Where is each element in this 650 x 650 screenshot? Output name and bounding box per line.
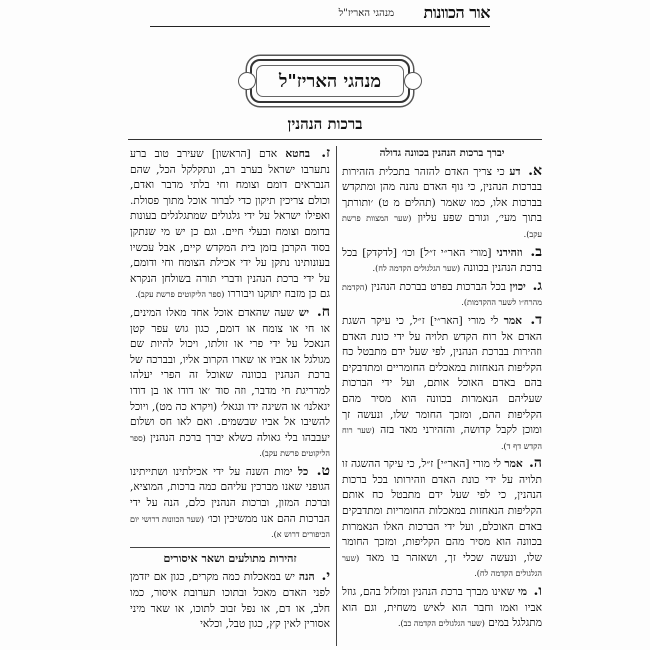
paragraph-letter: ז. — [321, 145, 331, 161]
column-heading: יברך ברכות הנהנין בכוונה גדולה — [379, 147, 505, 159]
paragraph-source: (שער הגלגולים הקדמה לח). — [372, 264, 461, 274]
paragraph-text: אדם [הראשון] שעירב טוב ברע נתערבו ישראל בערב רב, ונתקלקל הכל, שהם הנבראים דומם וצומח וחי בלתי מדבר ואדם, וכולם צריכין תיקון כדי לברור אוכל מתוך פסולת. ואפילו ישראל על ידי גלגולים שמתגלגלים בעונות בדומם וצומח ובעלי חיים. וגם כן יש מי שנתקן בסוד הקרבן בזמן בית המקדש קיים, אבל עכשיו בעונותינו נתקן על ידי אכילת הצומח וחי ודומם, על ידי ברכת הנהנין ודברי תורה בשולחן הנקרא גם כן מזבח יתוקנו ויבוררו — [130, 148, 330, 301]
paragraph — [342, 456, 542, 582]
left-column — [130, 146, 330, 635]
paragraph-text: שאינו מברך ברכת הנהנין ומזלזל בהם, גוזל אביו ואמו וחבר הוא לאיש משחית, וגם הוא מתגלגל במים — [342, 586, 542, 630]
paragraph-lead: דע — [509, 165, 521, 178]
paragraph-lead: יש — [298, 306, 310, 319]
paragraph-source: (שער הגלגולים הקדמה לח). — [342, 553, 542, 579]
paragraph-lead: בחטא — [285, 148, 310, 160]
paragraph-lead: יכוין — [509, 280, 526, 293]
paragraph-letter: ד. — [530, 311, 542, 328]
paragraph-source: (ספר הליקוטים פרשת עקב). — [135, 290, 225, 300]
paragraph-source: (שער הכוונות דרושי יום הכיפורים דרוש א). — [130, 514, 330, 540]
ornament-right-icon — [404, 72, 422, 90]
paragraph — [130, 146, 330, 303]
top-rule — [128, 139, 542, 140]
paragraph-lead: אמר — [504, 458, 523, 471]
paragraph-source: (שער הגלגולים הקדמה כב). — [397, 619, 485, 629]
paragraph-letter: י. — [321, 568, 331, 585]
running-header — [150, 3, 490, 27]
paragraph-text: שעה שהאדם אוכל אחד מאלו המינים, או חי או צומח או דומם, כגון גוש עפר קטן הנאכל על ידי פרי או זולתו, ויכול להיות שם מגולגל או אביו או שארו הקרוב אליו, ובברכה של ברכת הנהנין בכוונה שאוכל זה הפרי יעלהו למדריגת חי מדבר, וזה סוד ׳או דודו או בן דודו יגאלנו׳ או השיגה ידו ונגאל׳ (ויקרא כה מט), ויוכל להשיבו אל אביו שבשמים. ואם לאו חס ושלום יעבבהו בלי גאולה כשלא יברך ברכת הנהנין — [130, 306, 330, 444]
paragraph-lead: הנה — [298, 571, 315, 584]
running-section-title: מנהגי האריז"ל — [338, 8, 394, 19]
paragraph-source: (שער המצוות פרשת עקב). — [342, 214, 542, 239]
paragraph — [342, 584, 542, 632]
title-cartouche — [250, 59, 410, 103]
paragraph-text: כי צריך האדם להזהר בתכלית הזהירות בברכות הנהנין, כי גוף האדם נהנה מהן ומתקדש בברכות אלו, כמו שאמר (תהלים מ ט) ׳ותורתך בתוך מעי׳, וגורם שפע עליון — [342, 165, 542, 225]
paragraph-letter: א. — [528, 162, 543, 179]
chapter-title: מנהגי האריז"ל — [256, 65, 404, 97]
paragraph-lead: וזהירני — [496, 246, 523, 259]
paragraph-letter: ט. — [316, 462, 330, 479]
paragraph-letter: ג. — [532, 277, 542, 294]
section-heading: זהירות מתולעים ושאר איסורים — [130, 547, 330, 567]
paragraph-source: (הקדמת מהרח״ו לשער ההקדמות). — [342, 282, 542, 308]
paragraph-text: לי מורי [האר״י] ז״ל, כי עיקר ההשגה זו תלויה על ידי כונת האדם וזהירותו בכל ברכות הנהנין, כי לפי שעל ידם מתבטל כח אותם הקליפות הנאחזות במאכלות החומריות ומתדבקים באדם האוכלם, ועל ידי הברכות האלו הנאמרות בכוונה הוא מסיר מהם הקליפות, ומזכך החומר שלו, ונעשה שכלי זך, ושאזהר בו מאד — [342, 458, 542, 564]
paragraph-text: [מורי האר״י ז״ל] וכו׳ [לדקדק] בכל ברכת הנהנין בכוונה — [342, 246, 542, 275]
column-divider — [336, 146, 337, 646]
book-title: אור הכוונות — [423, 3, 490, 22]
chapter-subtitle: ברכות הנהנין — [287, 115, 363, 133]
paragraph-text: ימות השנה על ידי אכילתינו ושתייתינו הגופני שאנו מברכין עליהם כמה ברכות, המוציא, וברכת המזון, וברכות הנהנין כלם, הנה על ידי הברכות ההם אנו ממשיכין וכו׳ — [130, 465, 330, 525]
paragraph-source: (ספר הליקוטים פרשת עקב). — [130, 433, 330, 459]
paragraph-lead: כל — [298, 465, 309, 478]
paragraph-letter: ו. — [533, 583, 543, 600]
paragraph-lead: אמר — [503, 314, 522, 327]
paragraph-text: בכל הברכות בפרט בברכת הנהנין — [371, 280, 506, 293]
paragraph-letter: ה. — [529, 455, 542, 472]
paragraph — [342, 245, 542, 277]
paragraph-letter: ב. — [530, 243, 542, 260]
paragraph — [342, 313, 542, 454]
paragraph-text: לי מורי [האר״י] ז״ל, כי עיקר השגת האדם אל רוח הקדש תלויה על ידי כונת האדם וזהירות בברכת הנהנין, לפי שעל ידם מתבטל כח הקליפות הנאחזות במאכלים החומריים ומתדבקים בהם באדם האוכל אותם, ועל ידי הברכות שעליהם הנאמרות בכוונה הוא מסיר מהם הקליפות ההם, ומזכך החומר שלו, ונעשה זך ומוכן לקבל קדושה, והזהירני מאד בזה — [342, 314, 542, 437]
paragraph — [130, 305, 330, 462]
paragraph-text: יש במאכלות כמה מקרים, כגון אם יזדמן לפני האדם מאכל ובתוכו תערובת איסור, כמו חלב, או דם, או נפל זבוב לתוכו, או שאר מיני אסורין לאין קץ, כגון טבל, וכלאי — [130, 571, 330, 631]
paragraph-lead: מי — [517, 586, 527, 599]
right-column — [342, 146, 542, 634]
paragraph — [342, 164, 542, 243]
paragraph-letter: ח. — [316, 303, 331, 320]
ornament-left-icon — [238, 72, 256, 90]
paragraph-source: (שער רוח הקדש דף ד). — [342, 426, 542, 451]
paragraph — [342, 279, 542, 311]
paragraph — [130, 464, 330, 543]
paragraph — [130, 569, 330, 632]
